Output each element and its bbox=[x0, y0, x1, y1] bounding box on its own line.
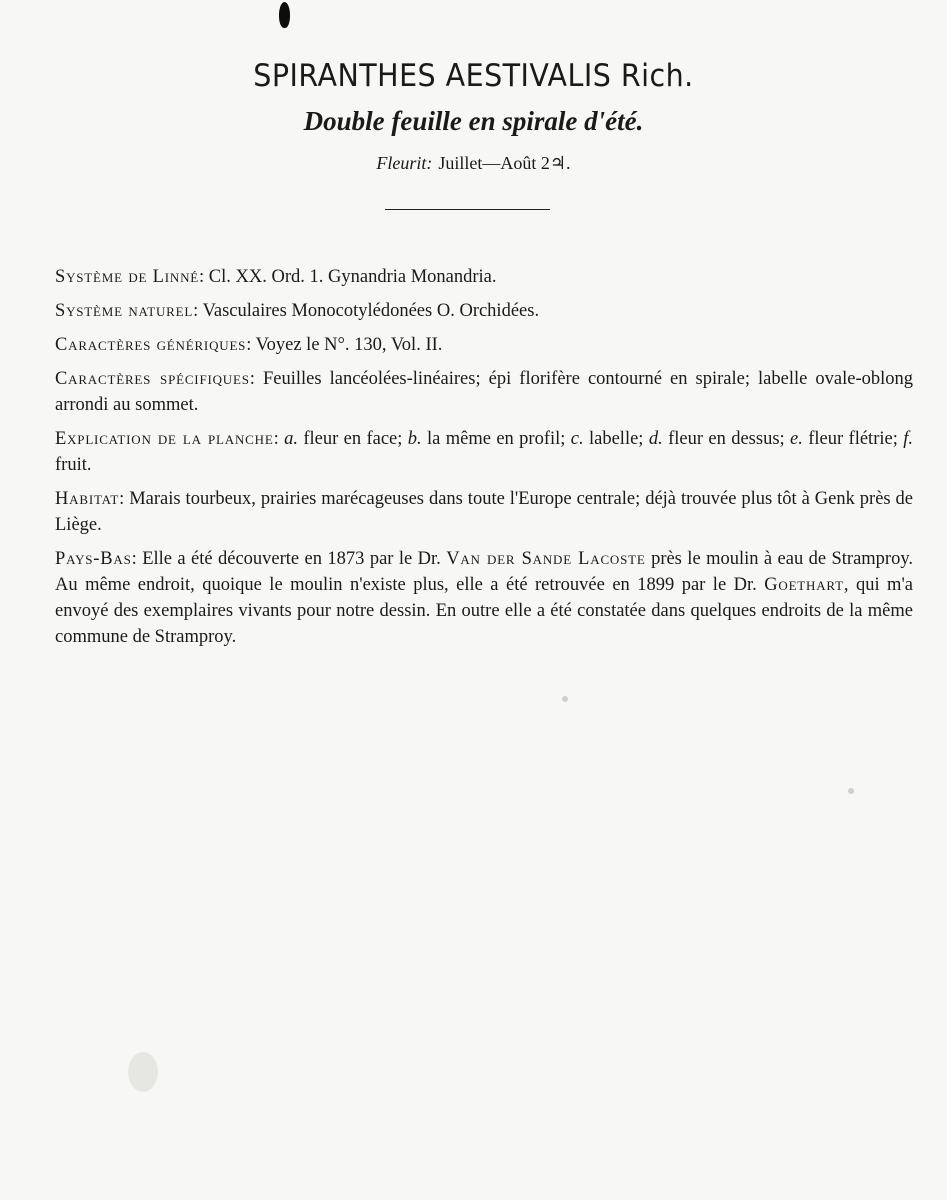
figure-text: labelle; bbox=[589, 429, 644, 449]
entry-text: près le moulin à eau de Stramproy. Au même endroit, quoique le moulin n'existe plus, elle a été retrouvée en 1899 par le Dr. bbox=[55, 549, 914, 595]
entry-habitat: Habitat: Marais tourbeux, prairies marécageuses dans toute l'Europe centrale; déjà trouvée plus tôt à Genk près de Liège. bbox=[55, 489, 914, 535]
entry-pays-bas: Pays-Bas: Elle a été découverte en 1873 par le Dr. Van der Sande Lacoste près le moulin à eau de Stramproy. Au même endroit, quoique le moulin n'existe plus, elle a été retrouvée en 1899 par le Dr. Goethart, qui m'a envoyé des exemplaires vivants pour notre dessin. En outre elle a été constatée dans quelques endroits de la même commune de Stramproy. bbox=[55, 549, 914, 647]
page-subtitle: Double feuille en spirale d'été. bbox=[303, 106, 644, 136]
paper-speck bbox=[562, 696, 568, 702]
entry-text: Feuilles lancéolées-linéaires; épi florifère contourné en spirale; labelle ovale-oblong arrondi au sommet. bbox=[55, 369, 913, 415]
person-name: Van der Sande Lacoste bbox=[446, 549, 646, 569]
entry-key: Système de Linné bbox=[55, 267, 200, 287]
figure-text: fruit. bbox=[55, 455, 92, 475]
entry-key: Système naturel bbox=[55, 301, 194, 321]
entry-text: , qui m'a envoyé des exemplaires vivants pour notre dessin. En outre elle a été constatée dans quelques endroits de la même commune de Stramproy. bbox=[55, 575, 913, 647]
figure-letter: f. bbox=[903, 429, 913, 449]
ink-blot bbox=[279, 2, 290, 28]
entry-key: Explication de la planche bbox=[55, 429, 274, 449]
entry-text: Vasculaires Monocotylédonées O. Orchidées. bbox=[202, 301, 540, 321]
entry-key: Pays-Bas bbox=[55, 549, 132, 569]
bloom-label: Fleurit: bbox=[376, 153, 433, 173]
person-name: Goethart bbox=[764, 575, 844, 595]
entry-specifiques: Caractères spécifiques: Feuilles lancéolées-linéaires; épi florifère contourné en spirale; labelle ovale-oblong arrondi au sommet. bbox=[55, 369, 913, 415]
figure-letter: b. bbox=[407, 429, 422, 449]
entry-text: Marais tourbeux, prairies marécageuses dans toute l'Europe centrale; déjà trouvée plus tôt à Genk près de Liège. bbox=[55, 489, 914, 535]
entry-naturel: Système naturel: Vasculaires Monocotylédonées O. Orchidées. bbox=[55, 301, 540, 321]
figure-text: fleur en face; bbox=[303, 429, 403, 449]
entry-key: Habitat bbox=[55, 489, 120, 509]
figure-letter: a. bbox=[284, 429, 298, 449]
entry-text: Cl. XX. Ord. 1. Gynandria Monandria. bbox=[208, 267, 497, 287]
figure-text: fleur en dessus; bbox=[668, 429, 785, 449]
document-body bbox=[55, 264, 913, 658]
figure-letter: d. bbox=[648, 429, 663, 449]
entry-explication: Explication de la planche: a. fleur en face; b. la même en profil; c. labelle; d. fleur en dessus; e. fleur flétrie; f. fruit. bbox=[55, 429, 913, 475]
entry-generiques: Caractères génériques: Voyez le N°. 130, Vol. II. bbox=[55, 335, 443, 355]
entry-key: Caractères génériques bbox=[55, 335, 247, 355]
figure-letter: c. bbox=[570, 429, 584, 449]
entry-key: Caractères spécifiques bbox=[55, 369, 250, 389]
bloom-line bbox=[0, 153, 947, 174]
figure-text: fleur flétrie; bbox=[808, 429, 898, 449]
paper-stain bbox=[128, 1052, 158, 1092]
paper-speck bbox=[848, 788, 854, 794]
entry-text: Voyez le N°. 130, Vol. II. bbox=[255, 335, 443, 355]
entry-linne: Système de Linné: Cl. XX. Ord. 1. Gynandria Monandria. bbox=[55, 267, 497, 287]
bloom-value: Juillet—Août 2♃. bbox=[438, 153, 571, 173]
figure-letter: e. bbox=[790, 429, 803, 449]
page-title: SPIRANTHES AESTIVALIS Rich. bbox=[253, 58, 694, 94]
divider bbox=[385, 209, 550, 210]
entry-text: Elle a été découverte en 1873 par le Dr. bbox=[142, 549, 441, 569]
figure-text: la même en profil; bbox=[427, 429, 566, 449]
